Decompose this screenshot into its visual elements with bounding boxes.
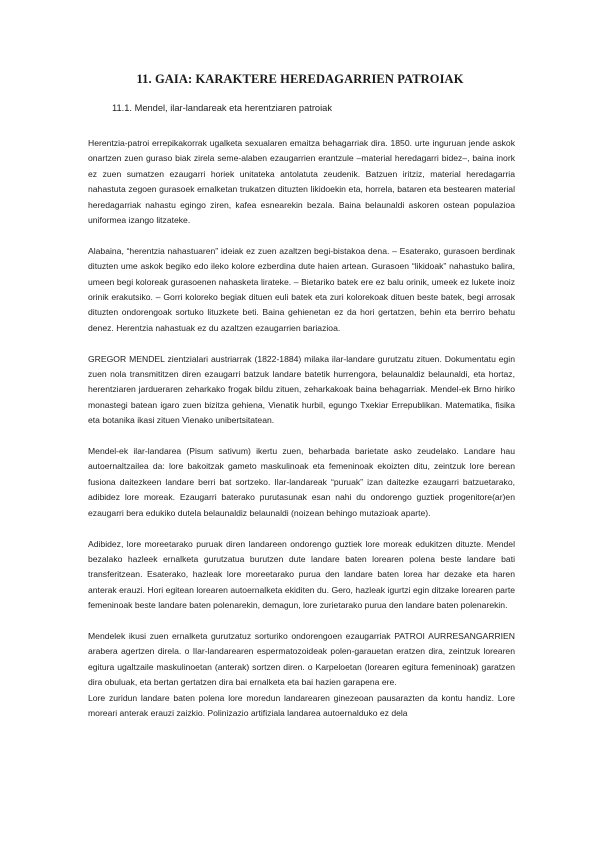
paragraph: Mendel-ek ilar-landarea (Pisum sativum) ikertu zuen, beharbada barietate asko zeudelako. Landare hau autoernaltzailea da: lore bakoitzak gameto maskulinoak eta femeninoak ekoizten ditu, zeintzuk lore berean fusiona daitezkeen landare berri bat sortzeko. Ilar-landareak “puruak” izan daitezke ezaugarri batzuetarako, adibidez lore moreak. Ezaugarri baterako purutasunak esan nahi du ondorengo guztiek progenitore(ar)en ezaugarri bera edukiko dutela belaunaldiz belaunaldi (noizean behingo mutazioak aparte). <box>88 446 515 518</box>
paragraph: Herentzia-patroi errepikakorrak ugalketa sexualaren emaitza behagarriak dira. 1850. urte inguruan jende askok onartzen zuen guraso biak zirela seme-alaben ezaugarrien erantzule –material heredagarri bidez–, baina inork ez zuen sumatzen ezaugarri horiek unitateka antolatuta zeudenik. Batzuen iritziz, material heredagarria nahastuta zegoen gurasoek ernalketan trukatzen dituzten likidoekin eta, horrela, bataren eta bestearen material heredagarriak nahastu egingo ziren, kafea esnearekin bezala. Baina belaunaldi askoren ostean populazioa uniformea izango litzateke. <box>88 138 515 226</box>
paragraph: GREGOR MENDEL zientzialari austriarrak (1822-1884) milaka ilar-landare gurutzatu zituen. Dokumentatu egin zuen nola transmititzen diren ezaugarri batzuk landare batetik hurrengora, belaunaldiz belaunaldi, eta hortaz, herentziaren jardueraren zeharkako frogak bildu zituen, zeharkakoak baina behagarriak. Mendel-ek Brno hiriko monastegi batean igaro zuen bizitza gehiena, Vienatik hurbil, egungo Txekiar Errepublikan. Matematika, fisika eta botanika ikasi zituen Vienako unibertsitatean. <box>88 353 515 426</box>
section-subtitle: 11.1. Mendel, ilar-landareak eta herentziaren patroiak <box>112 103 332 113</box>
paragraph: Mendelek ikusi zuen ernalketa gurutzatuz sorturiko ondorengoen ezaugarriak PATROI AURRESANGARRIEN arabera agertzen direla. o Ilar-landarearen espermatozoideak polen-garauetan eratzen dira, zeintzuk lorearen egitura ugaltzaile maskulinoetan (anterak) sortzen diren. o Karpeloetan (lorearen egitura femeninoak) garatzen dira obuluak, eta bertan gertatzen dira bai ernalketa eta bai hazien garapena ere. <box>88 630 515 688</box>
document-body <box>88 136 515 721</box>
page-title: 11. GAIA: KARAKTERE HEREDAGARRIEN PATROIAK <box>136 72 464 86</box>
paragraph: Alabaina, “herentzia nahastuaren” ideiak ez zuen azaltzen begi-bistakoa dena. – Esaterako, gurasoen berdinak dituzten ume askok begiko edo ileko kolore ezberdina dute haien artean. Gurasoen “likidoak” nahastuko balira, umeen begi koloreak gurasoenen nahasketa lirateke. – Bietariko batek ere ez balu orinik, umeek ez lukete inoiz orinik erakutsiko. – Gorri koloreko begiak dituen euli batek eta zuri kolorekoak dituen beste batek, begi arrosak dituzten ondorengoak sortuko lituzkete beti. Baina gehienetan ez da hori gertatzen, behin eta berriro behatu denez. Herentzia nahastuak ez du azaltzen ezaugarrien bariazioa. <box>88 245 515 333</box>
paragraph: Lore zuridun landare baten polena lore moredun landarearen ginezeoan pausarazten da kontu handiz. Lore moreari anterak erauzi zaizkio. Polinizazio artifiziala landarea autoernalduko ez dela <box>88 692 515 718</box>
paragraph: Adibidez, lore moreetarako puruak diren landareen ondorengo guztiek lore moreak edukitzen dituzte. Mendel bezalako hazleek ernalketa gurutzatua burutzen dute landare baten lorearen polena beste landare bati transferitzean. Esaterako, hazleak lore moreetarako purua den landare baten lorea har dezake eta haren anterak erauzi. Hori egitean lorearen autoernalketa ekiditen du. Gero, hazleak igurtzi egin ditzake lorearen parte femeninoak beste landare baten polenarekin, demagun, lore zurietarako purua den landare baten polenarekin. <box>88 538 515 611</box>
